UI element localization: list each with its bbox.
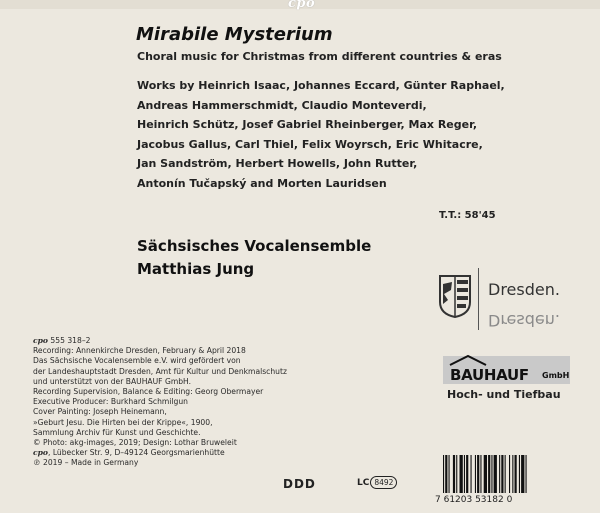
barcode-bar <box>464 455 465 493</box>
cpo-logo: cpo <box>288 0 316 11</box>
composers-line: Heinrich Schütz, Josef Gabriel Rheinberger, Max Reger, <box>137 118 478 132</box>
barcode-bar <box>491 455 492 493</box>
barcode-bar <box>466 455 468 493</box>
credit-line: Recording Supervision, Balance & Editing: Georg Obermayer <box>33 387 264 397</box>
composers-list <box>137 76 505 194</box>
barcode-bars <box>435 455 573 495</box>
barcode-digits: 7 61203 53182 0 <box>435 495 513 505</box>
composers-line: Jan Sandström, Herbert Howells, John Rutter, <box>137 157 418 171</box>
total-time: T.T.: 58'45 <box>439 210 496 221</box>
recording-format: DDD <box>283 477 316 491</box>
barcode-bar <box>484 455 487 493</box>
barcode-bar <box>526 455 527 493</box>
dresden-wordmark: Dresden. <box>488 280 560 299</box>
dresden-wordmark-reflection: Dresden. <box>488 311 560 330</box>
barcode-bar <box>480 455 481 493</box>
barcode-bar <box>521 455 524 493</box>
barcode-bar <box>456 455 457 493</box>
catalog-number: cpo 555 318–2 <box>33 336 91 345</box>
bauhauf-tagline: Hoch- und Tiefbau <box>447 388 561 401</box>
performers <box>137 235 371 281</box>
credits-block <box>33 336 323 469</box>
bauhauf-suffix: GmbH <box>542 371 570 380</box>
credit-line: der Landeshauptstadt Dresden, Amt für Kultur und Denkmalschutz <box>33 366 287 376</box>
bauhauf-name: BAUHAUF <box>450 366 529 384</box>
barcode-bar <box>443 455 444 493</box>
dresden-crest-icon <box>438 274 472 318</box>
label-code-prefix: LC <box>357 477 370 488</box>
barcode-bar <box>509 455 510 493</box>
address-line: cpo, Lübecker Str. 9, D–49124 Georgsmarienhütte <box>33 448 225 458</box>
copyright-line: ℗ 2019 – Made in Germany <box>33 458 139 468</box>
credit-line: Recording: Annenkirche Dresden, February & April 2018 <box>33 346 246 356</box>
credit-line: Das Sächsische Vocalensemble e.V. wird gefördert von <box>33 356 241 366</box>
credit-line: und unterstützt von der BAUHAUF GmbH. <box>33 376 192 386</box>
top-bar <box>0 0 600 9</box>
barcode-bar <box>471 455 472 493</box>
roof-icon <box>448 354 488 366</box>
composers-line: Antonín Tučapský and Morten Lauridsen <box>137 176 387 190</box>
barcode-bar <box>519 455 520 493</box>
barcode-bar <box>505 455 506 493</box>
conductor-name: Matthias Jung <box>137 260 255 278</box>
barcode-bar <box>499 455 500 493</box>
logo-divider <box>478 268 479 330</box>
credit-line: »Geburt Jesu. Die Hirten bei der Krippe«, 1900, <box>33 417 213 427</box>
barcode-bar <box>477 455 479 493</box>
barcode-bar <box>475 455 476 493</box>
label-code-number: 8492 <box>370 476 397 489</box>
album-subtitle: Choral music for Christmas from different countries & eras <box>137 50 502 63</box>
barcode-bar <box>445 455 447 493</box>
ensemble-name: Sächsisches Vocalensemble <box>137 237 372 255</box>
credit-line: Executive Producer: Burkhard Schmilgun <box>33 397 188 407</box>
barcode-bar <box>488 455 490 493</box>
barcode-bar <box>453 455 455 493</box>
composers-line: Jacobus Gallus, Carl Thiel, Felix Woyrsch, Eric Whitacre, <box>137 137 483 151</box>
barcode-bar <box>515 455 517 493</box>
bauhauf-logo <box>443 356 571 404</box>
dresden-logo <box>438 268 588 338</box>
credit-line: Cover Painting: Joseph Heinemann, <box>33 407 167 417</box>
barcode <box>435 455 573 507</box>
barcode-bar <box>460 455 463 493</box>
album-title: Mirabile Mysterium <box>136 24 333 45</box>
barcode-bar <box>449 455 450 493</box>
credit-line: © Photo: akg-images, 2019; Design: Lothar Bruweleit <box>33 438 237 448</box>
composers-line: Andreas Hammerschmidt, Claudio Monteverdi, <box>137 98 427 112</box>
composers-line: Works by Heinrich Isaac, Johannes Eccard, Günter Raphael, <box>137 79 505 92</box>
credit-line: Sammlung Archiv für Kunst und Geschichte. <box>33 427 201 437</box>
label-code <box>357 475 397 490</box>
barcode-bar <box>501 455 503 493</box>
barcode-bar <box>512 455 513 493</box>
barcode-bar <box>494 455 497 493</box>
